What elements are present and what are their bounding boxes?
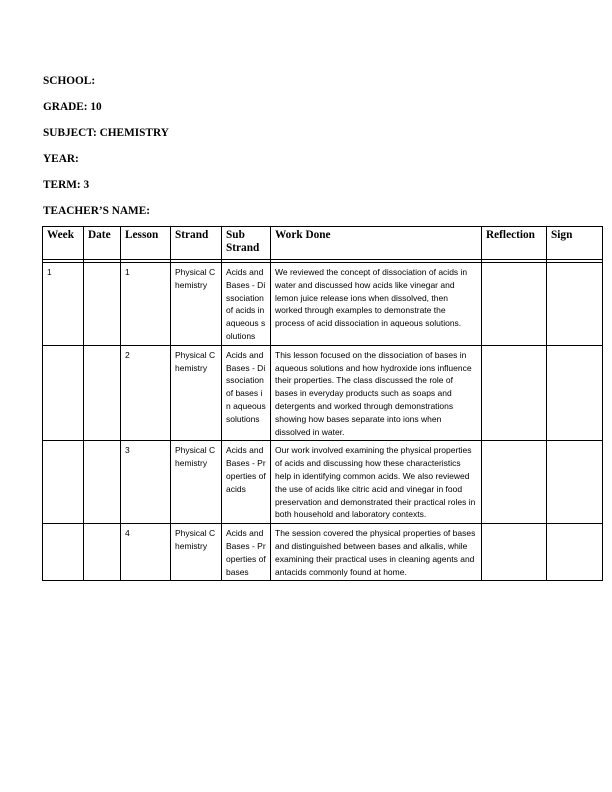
- work-done-cell: Our work involved examining the physical properties of acids and discussing how these characteristics help in identifying common acids. We also reviewed the use of acids like citric acid and vinegar in food preservation and demonstrated their practical roles in both household and laboratory contexts.: [271, 441, 482, 524]
- date-cell: [84, 263, 121, 346]
- sub-strand-cell: Acids and Bases - Properties of acids: [222, 441, 271, 524]
- table-row: [43, 441, 603, 524]
- reflection-cell: [482, 524, 547, 581]
- strand-cell: Physical Chemistry: [171, 524, 222, 581]
- sign-cell: [547, 263, 603, 346]
- work-done-cell: We reviewed the concept of dissociation of acids in water and discussed how acids like vinegar and lemon juice release ions when dissolved, then worked through examples to demonstrate the process of acid dissociation in aqueous solutions.: [271, 263, 482, 346]
- header-work-done: Work Done: [271, 227, 482, 260]
- sign-cell: [547, 345, 603, 441]
- header-strand: Strand: [171, 227, 222, 260]
- week-cell: [43, 524, 84, 581]
- lesson-cell: 4: [121, 524, 171, 581]
- header-sub-strand: Sub Strand: [222, 227, 271, 260]
- table-header-row: [43, 227, 603, 260]
- lesson-cell: 3: [121, 441, 171, 524]
- date-cell: [84, 345, 121, 441]
- header-lesson: Lesson: [121, 227, 171, 260]
- week-cell: [43, 441, 84, 524]
- header-week: Week: [43, 227, 84, 260]
- date-cell: [84, 524, 121, 581]
- subject-label: SUBJECT: CHEMISTRY: [43, 127, 169, 139]
- lesson-record-table: [42, 226, 603, 581]
- school-label: SCHOOL:: [43, 75, 96, 87]
- work-done-cell: The session covered the physical properties of bases and distinguished between bases and alkalis, while examining their practical uses in cleaning agents and antacids commonly found at home.: [271, 524, 482, 581]
- lesson-cell: 1: [121, 263, 171, 346]
- sub-strand-cell: Acids and Bases - Dissociation of bases in aqueous solutions: [222, 345, 271, 441]
- table-row: [43, 263, 603, 346]
- year-label: YEAR:: [43, 153, 79, 165]
- strand-cell: Physical Chemistry: [171, 441, 222, 524]
- strand-cell: Physical Chemistry: [171, 263, 222, 346]
- reflection-cell: [482, 263, 547, 346]
- sign-cell: [547, 524, 603, 581]
- table-row: [43, 524, 603, 581]
- date-cell: [84, 441, 121, 524]
- reflection-cell: [482, 345, 547, 441]
- sub-strand-cell: Acids and Bases - Properties of bases: [222, 524, 271, 581]
- reflection-cell: [482, 441, 547, 524]
- header-date: Date: [84, 227, 121, 260]
- lesson-cell: 2: [121, 345, 171, 441]
- week-cell: [43, 345, 84, 441]
- sub-strand-cell: Acids and Bases - Dissociation of acids in aqueous solutions: [222, 263, 271, 346]
- document-header: [43, 74, 169, 230]
- strand-cell: Physical Chemistry: [171, 345, 222, 441]
- term-label: TERM: 3: [43, 179, 90, 191]
- header-sign: Sign: [547, 227, 603, 260]
- work-done-cell: This lesson focused on the dissociation of bases in aqueous solutions and how hydroxide ions influence their properties. The class discussed the role of bases in everyday products such as soaps and detergents and worked through demonstrations showing how bases separate into ions when dissolved in water.: [271, 345, 482, 441]
- grade-label: GRADE: 10: [43, 101, 102, 113]
- teacher-name-label: TEACHER’S NAME:: [43, 205, 151, 217]
- week-cell: 1: [43, 263, 84, 346]
- header-reflection: Reflection: [482, 227, 547, 260]
- table-row: [43, 345, 603, 441]
- sign-cell: [547, 441, 603, 524]
